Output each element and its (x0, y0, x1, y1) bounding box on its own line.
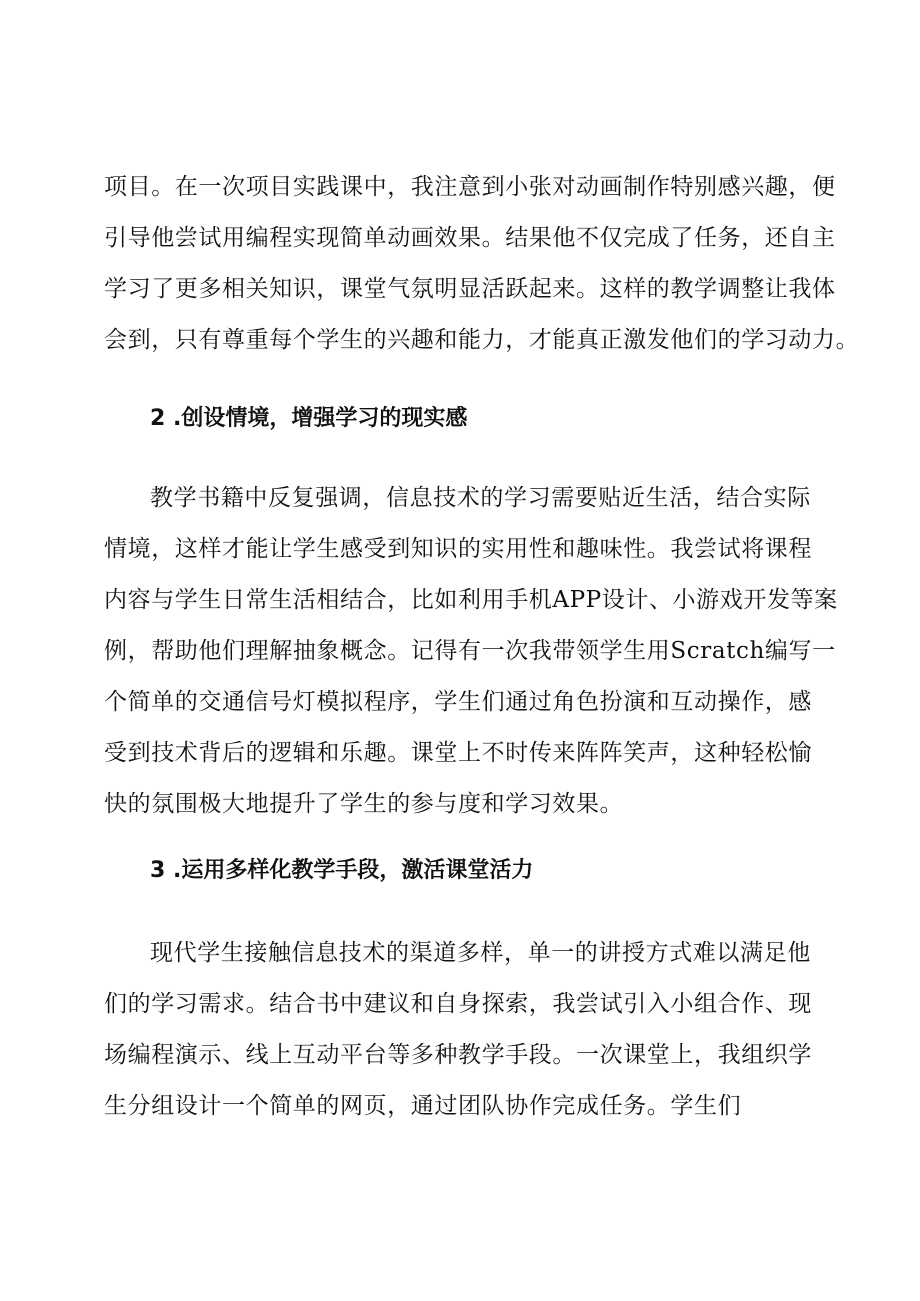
paragraph-1-line-1: 项目。在一次项目实践课中，我注意到小张对动画制作特别感兴趣，便 (104, 174, 836, 200)
paragraph-2-line-6: 受到技术背后的逻辑和乐趣。课堂上不时传来阵阵笑声，这种轻松愉 (104, 740, 812, 766)
paragraph-2-line-7: 快的氛围极大地提升了学生的参与度和学习效果。 (104, 791, 624, 817)
section-heading-2: 2 .创设情境，增强学习的现实感 (150, 406, 468, 431)
paragraph-3-line-3: 场编程演示、线上互动平台等多种教学手段。一次课堂上，我组织学 (104, 1042, 812, 1068)
paragraph-2-line-2: 情境，这样才能让学生感受到知识的实用性和趣味性。我尝试将课程 (104, 536, 812, 562)
paragraph-2-line-3: 内容与学生日常生活相结合，比如利用手机APP设计、小游戏开发等案 (104, 587, 838, 613)
paragraph-1-line-4: 会到，只有尊重每个学生的兴趣和能力，才能真正激发他们的学习动力。 (104, 327, 860, 353)
paragraph-1-line-2: 引导他尝试用编程实现简单动画效果。结果他不仅完成了任务，还自主 (104, 225, 836, 251)
paragraph-3-line-4: 生分组设计一个简单的网页，通过团队协作完成任务。学生们 (104, 1093, 742, 1119)
section-heading-3: 3 .运用多样化教学手段，激活课堂活力 (150, 858, 534, 883)
paragraph-3-line-1: 现代学生接触信息技术的渠道多样，单一的讲授方式难以满足他 (150, 940, 811, 966)
paragraph-1-line-3: 学习了更多相关知识，课堂气氛明显活跃起来。这样的教学调整让我体 (104, 276, 836, 302)
paragraph-3-line-2: 们的学习需求。结合书中建议和自身探索，我尝试引入小组合作、现 (104, 991, 812, 1017)
paragraph-2-line-5: 个简单的交通信号灯模拟程序，学生们通过角色扮演和互动操作，感 (104, 689, 812, 715)
paragraph-2-line-4: 例，帮助他们理解抽象概念。记得有一次我带领学生用Scratch编写一 (104, 638, 836, 664)
paragraph-2-line-1: 教学书籍中反复强调，信息技术的学习需要贴近生活，结合实际 (150, 485, 811, 511)
